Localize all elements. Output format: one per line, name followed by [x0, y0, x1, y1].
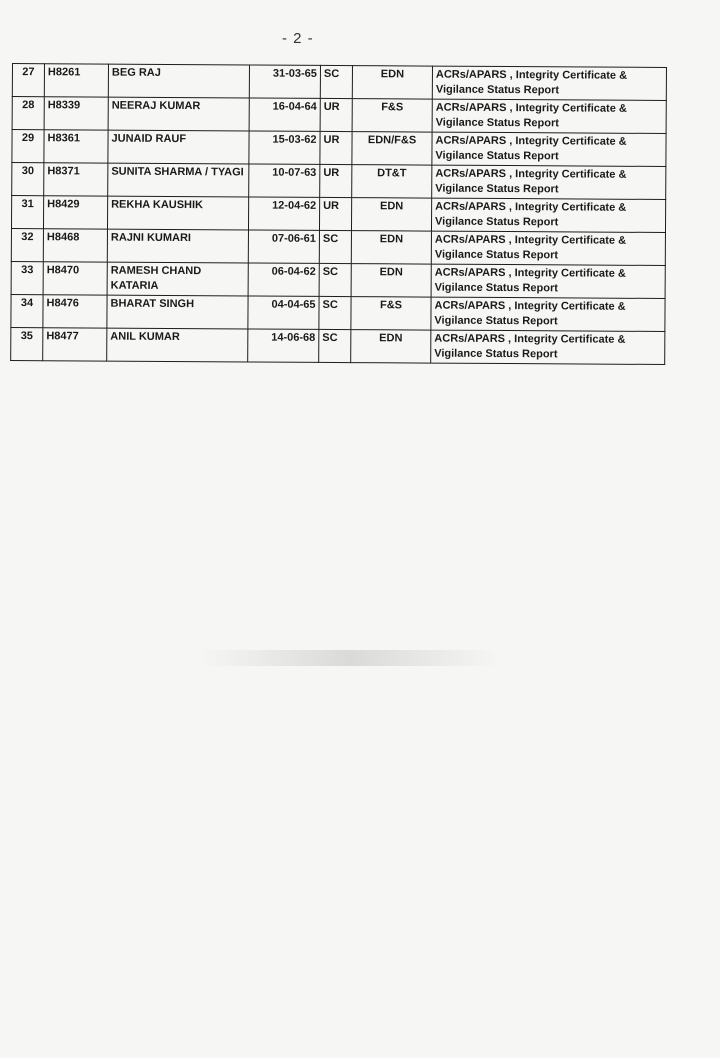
documents-cell [431, 297, 665, 331]
documents-line-2: Vigilance Status Report [435, 182, 559, 196]
employee-code-cell: H8371 [44, 163, 108, 196]
employee-code-cell: H8468 [43, 229, 107, 262]
date-of-birth-cell: 04-04-65 [248, 296, 319, 329]
date-of-birth-cell: 10-07-63 [249, 164, 320, 197]
employee-code-cell: H8339 [44, 97, 108, 130]
documents-line-2: Vigilance Status Report [435, 215, 559, 229]
department-cell: EDN [351, 198, 431, 231]
documents-cell [432, 165, 666, 199]
employee-code-cell: H8476 [43, 295, 107, 328]
documents-line-2: Vigilance Status Report [435, 83, 560, 97]
documents-line-1: ACRs/APARS , Integrity Certificate & [435, 134, 627, 148]
category-cell: SC [319, 296, 351, 329]
serial-number-cell: 27 [12, 64, 44, 97]
documents-line-1: ACRs/APARS , Integrity Certificate & [435, 167, 627, 181]
table-row [12, 64, 666, 101]
department-cell: EDN [351, 330, 431, 363]
employee-name-cell: NEERAJ KUMAR [108, 97, 249, 131]
category-cell: SC [319, 263, 351, 296]
employee-name-cell: BEG RAJ [108, 64, 249, 98]
serial-number-cell: 34 [11, 294, 43, 327]
department-cell: EDN [351, 231, 431, 264]
employee-name-cell: BHARAT SINGH [107, 295, 248, 329]
employee-name-cell: RAJNI KUMARI [107, 229, 248, 263]
documents-cell [432, 132, 666, 166]
serial-number-cell: 28 [12, 97, 44, 130]
documents-cell [432, 99, 666, 133]
department-cell: EDN [352, 66, 432, 99]
employee-code-cell: H8429 [43, 196, 107, 229]
table-row [11, 294, 665, 331]
documents-line-2: Vigilance Status Report [434, 314, 558, 328]
table-row [12, 130, 666, 167]
employee-code-cell: H8261 [44, 64, 108, 97]
date-of-birth-cell: 15-03-62 [249, 131, 320, 164]
documents-cell [432, 66, 666, 100]
table-row [12, 97, 666, 134]
documents-line-1: ACRs/APARS , Integrity Certificate & [434, 299, 626, 313]
department-cell: F&S [351, 297, 431, 330]
records-table [10, 63, 667, 365]
documents-line-2: Vigilance Status Report [435, 149, 559, 163]
documents-cell [431, 264, 665, 298]
date-of-birth-cell: 07-06-61 [248, 230, 319, 263]
serial-number-cell: 33 [11, 261, 43, 294]
documents-cell [431, 198, 665, 232]
date-of-birth-cell: 31-03-65 [249, 65, 320, 98]
employee-name-cell: ANIL KUMAR [107, 328, 248, 362]
employee-code-cell: H8361 [44, 130, 108, 163]
serial-number-cell: 29 [12, 130, 44, 163]
page-number: - 2 - [282, 30, 314, 47]
date-of-birth-cell: 14-06-68 [248, 329, 319, 362]
table-row [11, 228, 665, 265]
table-row [11, 327, 665, 364]
department-cell: F&S [352, 99, 432, 132]
documents-line-1: ACRs/APARS , Integrity Certificate & [435, 101, 627, 115]
department-cell: EDN/F&S [352, 132, 432, 165]
documents-line-1: ACRs/APARS , Integrity Certificate & [435, 68, 628, 82]
documents-line-2: Vigilance Status Report [435, 116, 559, 130]
category-cell: UR [320, 98, 352, 131]
documents-line-2: Vigilance Status Report [434, 281, 558, 295]
employee-name-cell: SUNITA SHARMA / TYAGI [108, 163, 249, 197]
category-cell: UR [320, 131, 352, 164]
employee-name-cell: RAMESH CHAND KATARIA [107, 262, 248, 296]
documents-cell [431, 231, 665, 265]
employee-name-cell: REKHA KAUSHIK [107, 196, 248, 230]
category-cell: SC [319, 230, 351, 263]
employee-code-cell: H8470 [43, 262, 107, 295]
category-cell: SC [319, 329, 351, 362]
serial-number-cell: 35 [11, 327, 43, 360]
documents-line-1: ACRs/APARS , Integrity Certificate & [434, 233, 627, 247]
category-cell: UR [320, 164, 352, 197]
date-of-birth-cell: 12-04-62 [248, 197, 319, 230]
documents-line-1: ACRs/APARS , Integrity Certificate & [435, 200, 627, 214]
documents-line-2: Vigilance Status Report [434, 248, 559, 262]
scan-smudge [200, 650, 500, 666]
department-cell: EDN [351, 264, 431, 297]
date-of-birth-cell: 16-04-64 [249, 98, 320, 131]
table-row [12, 163, 666, 200]
table-row [11, 261, 665, 298]
table-row [11, 196, 665, 233]
documents-cell [431, 330, 665, 364]
serial-number-cell: 32 [11, 228, 43, 261]
records-table-body [11, 64, 667, 365]
employee-name-cell: JUNAID RAUF [108, 130, 249, 164]
serial-number-cell: 30 [12, 163, 44, 196]
date-of-birth-cell: 06-04-62 [248, 263, 319, 296]
department-cell: DT&T [352, 165, 432, 198]
employee-code-cell: H8477 [43, 328, 107, 361]
category-cell: SC [320, 65, 352, 98]
documents-line-1: ACRs/APARS , Integrity Certificate & [434, 332, 626, 346]
category-cell: UR [319, 197, 351, 230]
serial-number-cell: 31 [11, 196, 43, 229]
documents-line-1: ACRs/APARS , Integrity Certificate & [434, 266, 626, 280]
documents-line-2: Vigilance Status Report [434, 347, 558, 361]
